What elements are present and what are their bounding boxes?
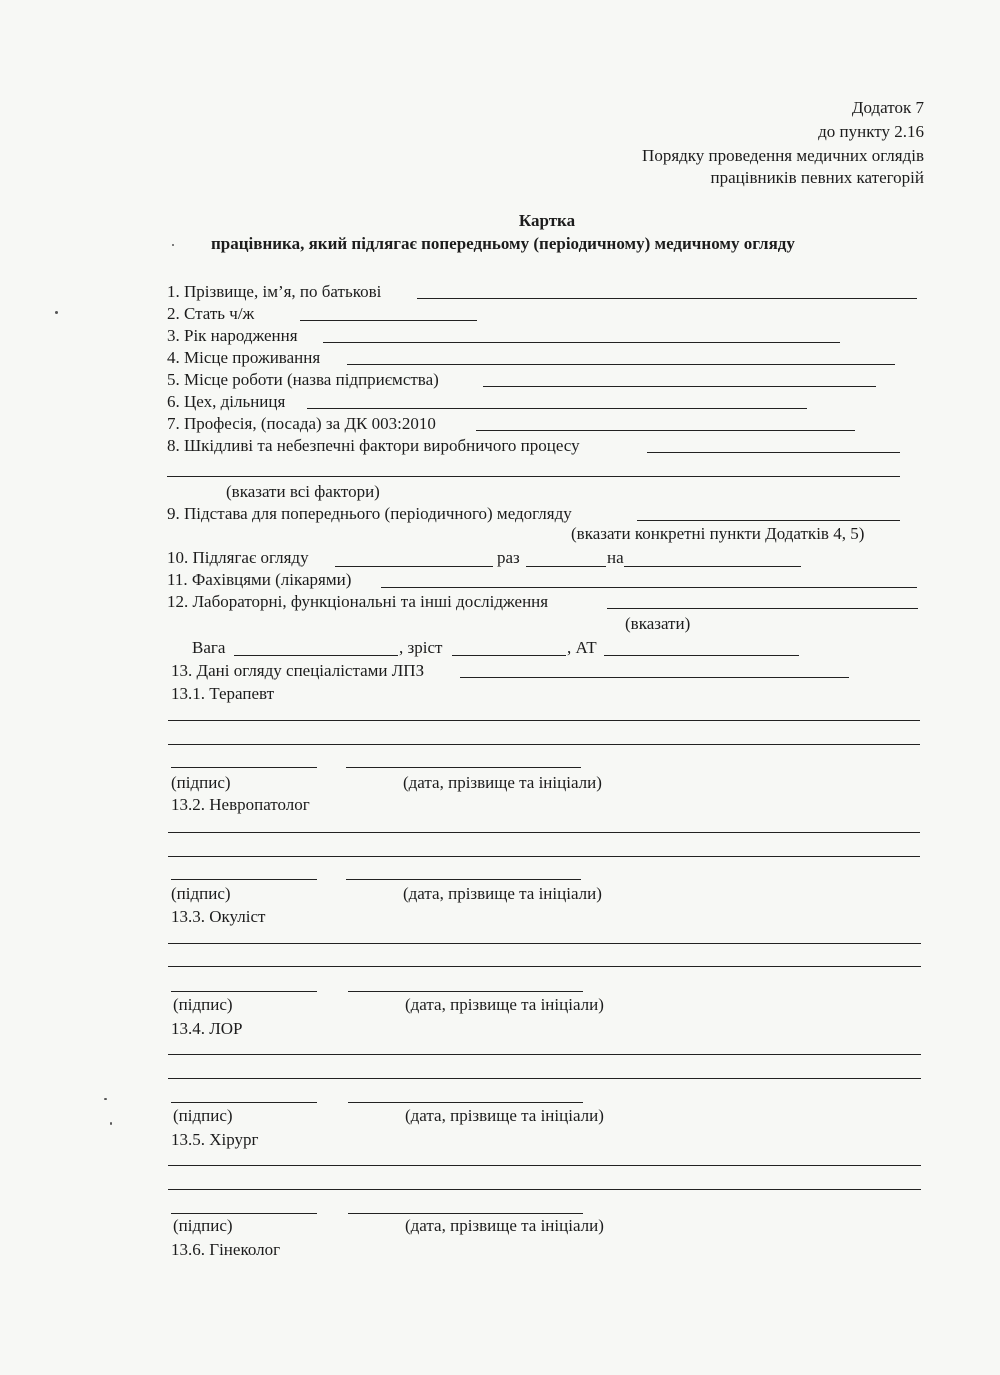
section-surgeon-title: 13.5. Хірург (171, 1130, 259, 1149)
section-therapist-date-line[interactable] (346, 767, 581, 768)
section-ent-sign-label: (підпис) (173, 1106, 233, 1125)
scan-speck (110, 1122, 112, 1125)
field-height-label: , зріст (399, 638, 443, 657)
field-exam-label: 10. Підлягає огляду (167, 548, 309, 567)
section-surgeon-sign-line[interactable] (171, 1213, 317, 1214)
section-therapist-line-1[interactable] (168, 720, 920, 721)
section-ophthalmologist-date-label: (дата, прізвище та ініціали) (405, 995, 604, 1014)
section-surgeon-date-label: (дата, прізвище та ініціали) (405, 1216, 604, 1235)
field-basis-label: 9. Підстава для попереднього (періодичного) медогляду (167, 504, 572, 523)
field-exam-count-line[interactable] (526, 566, 606, 567)
section-therapist-sign-line[interactable] (171, 767, 317, 768)
section-ophthalmologist-line-2[interactable] (168, 966, 921, 967)
field-height-line[interactable] (452, 655, 566, 656)
section-gynecologist-title: 13.6. Гінеколог (171, 1240, 281, 1259)
section-therapist-line-2[interactable] (168, 744, 920, 745)
field-specialists-line[interactable] (460, 677, 849, 678)
section-surgeon-line-2[interactable] (168, 1189, 921, 1190)
field-lab-tests-hint: (вказати) (625, 614, 691, 633)
section-neurologist-sign-label: (підпис) (171, 884, 231, 903)
field-exam-period-line[interactable] (624, 566, 801, 567)
field-hazards-line-2[interactable] (167, 476, 900, 477)
field-weight-label: Вага (192, 638, 226, 657)
section-surgeon-line-1[interactable] (168, 1165, 921, 1166)
section-therapist-title: 13.1. Терапевт (171, 684, 275, 703)
field-full-name-line[interactable] (417, 298, 917, 299)
field-specialists-label: 13. Дані огляду спеціалістами ЛПЗ (171, 661, 425, 680)
section-ophthalmologist-sign-line[interactable] (171, 991, 317, 992)
section-therapist-sign-label: (підпис) (171, 773, 231, 792)
field-department-label: 6. Цех, дільниця (167, 392, 286, 411)
section-ent-line-1[interactable] (168, 1054, 921, 1055)
field-doctors-label: 11. Фахівцями (лікарями) (167, 570, 352, 589)
field-hazards-hint: (вказати всі фактори) (226, 482, 380, 501)
section-ent-date-label: (дата, прізвище та ініціали) (405, 1106, 604, 1125)
header-line-4: працівників певних категорій (710, 168, 924, 187)
section-therapist-date-label: (дата, прізвище та ініціали) (403, 773, 602, 792)
section-neurologist-date-line[interactable] (346, 879, 581, 880)
field-profession-label: 7. Професія, (посада) за ДК 003:2010 (167, 414, 436, 433)
section-ent-date-line[interactable] (348, 1102, 583, 1103)
field-exam-raz-label: раз (497, 548, 520, 567)
field-full-name-label: 1. Прізвище, ім’я, по батькові (167, 282, 382, 301)
field-lab-tests-label: 12. Лабораторні, функціональні та інші дослідження (167, 592, 549, 611)
section-neurologist-sign-line[interactable] (171, 879, 317, 880)
field-lab-tests-line[interactable] (607, 608, 918, 609)
document-title: Картка (518, 211, 576, 230)
field-birth-year-label: 3. Рік народження (167, 326, 298, 345)
section-surgeon-date-line[interactable] (348, 1213, 583, 1214)
section-ophthalmologist-title: 13.3. Окуліст (171, 907, 266, 926)
field-workplace-label: 5. Місце роботи (назва підприємства) (167, 370, 439, 389)
section-ophthalmologist-line-1[interactable] (168, 943, 921, 944)
section-neurologist-line-1[interactable] (168, 832, 920, 833)
header-line-2: до пункту 2.16 (818, 122, 924, 141)
field-exam-na-label: на (607, 548, 624, 567)
field-department-line[interactable] (307, 408, 807, 409)
field-hazards-label: 8. Шкідливі та небезпечні фактори виробничого процесу (167, 436, 580, 455)
section-neurologist-line-2[interactable] (168, 856, 920, 857)
field-exam-times-line[interactable] (335, 566, 493, 567)
field-bp-line[interactable] (604, 655, 799, 656)
section-ent-line-2[interactable] (168, 1078, 921, 1079)
header-line-1: Додаток 7 (851, 98, 924, 117)
field-workplace-line[interactable] (483, 386, 876, 387)
field-basis-hint: (вказати конкретні пункти Додатків 4, 5) (571, 524, 865, 543)
field-basis-line[interactable] (637, 520, 900, 521)
scan-speck (172, 244, 174, 246)
scan-speck (104, 1098, 107, 1100)
field-doctors-line[interactable] (381, 587, 917, 588)
section-ent-title: 13.4. ЛОР (171, 1019, 243, 1038)
section-surgeon-sign-label: (підпис) (173, 1216, 233, 1235)
document-subtitle: працівника, який підлягає попередньому (періодичному) медичному огляду (211, 234, 795, 253)
header-line-3: Порядку проведення медичних оглядів (642, 146, 924, 165)
section-neurologist-date-label: (дата, прізвище та ініціали) (403, 884, 602, 903)
section-ophthalmologist-sign-label: (підпис) (173, 995, 233, 1014)
field-residence-line[interactable] (347, 364, 895, 365)
section-ophthalmologist-date-line[interactable] (348, 991, 583, 992)
field-weight-line[interactable] (234, 655, 398, 656)
field-sex-label: 2. Стать ч/ж (167, 304, 255, 323)
field-sex-line[interactable] (300, 320, 477, 321)
field-birth-year-line[interactable] (323, 342, 840, 343)
scan-speck (55, 311, 58, 314)
field-bp-label: , АТ (567, 638, 597, 657)
section-ent-sign-line[interactable] (171, 1102, 317, 1103)
field-hazards-line-1[interactable] (647, 452, 900, 453)
section-neurologist-title: 13.2. Невропатолог (171, 795, 310, 814)
field-residence-label: 4. Місце проживання (167, 348, 321, 367)
field-profession-line[interactable] (476, 430, 855, 431)
